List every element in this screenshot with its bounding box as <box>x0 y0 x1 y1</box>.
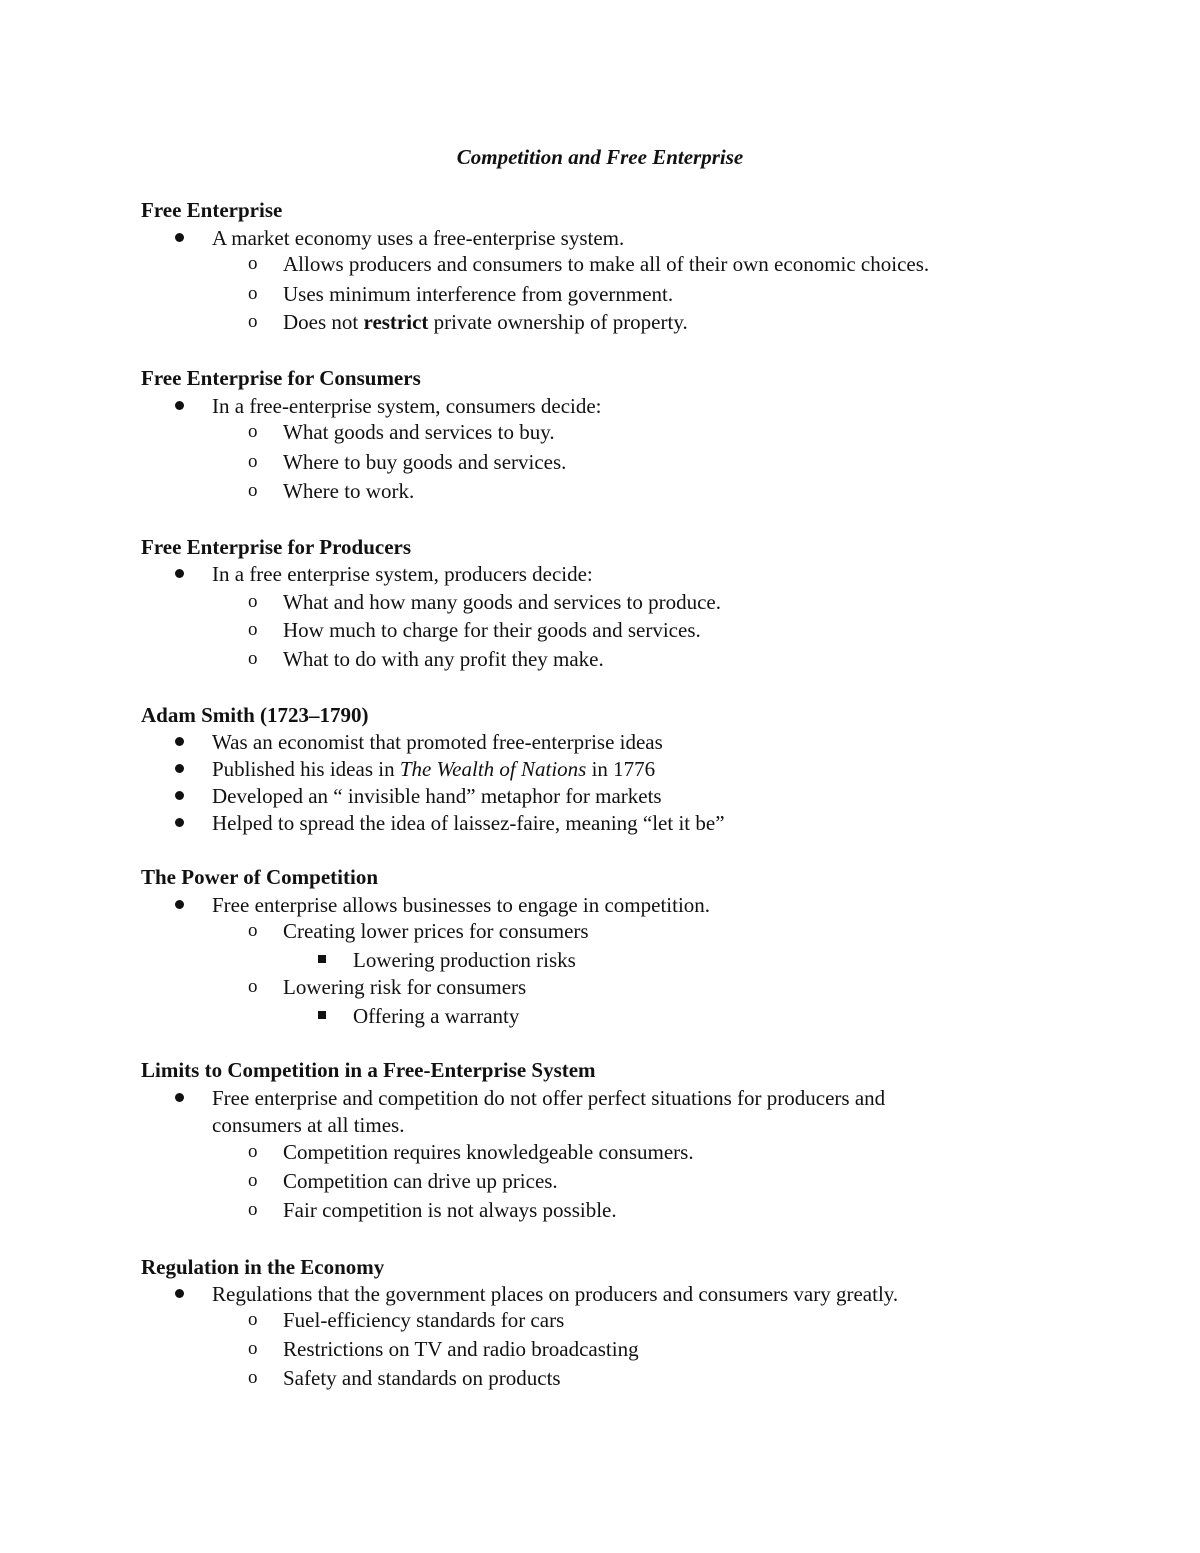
sub-bullet-icon: o <box>248 451 258 472</box>
sub-bullet-item: Allows producers and consumers to make all of their own economic choices. <box>283 252 930 276</box>
sub-bullet-icon: o <box>248 591 258 612</box>
sub-bullet-item: Fair competition is not always possible. <box>283 1198 617 1222</box>
document-title: Competition and Free Enterprise <box>456 145 744 169</box>
bullet-item: Regulations that the government places on producers and consumers vary greatly. <box>212 1282 899 1306</box>
sub-bullet-item: What goods and services to buy. <box>283 420 555 444</box>
sub-bullet-icon: o <box>248 283 258 304</box>
sub-bullet-item: Safety and standards on products <box>283 1366 561 1390</box>
bullet-icon <box>175 1093 184 1102</box>
section-heading-free-enterprise: Free Enterprise <box>141 198 283 222</box>
sub-bullet-item: Restrictions on TV and radio broadcasting <box>283 1337 639 1361</box>
bullet-icon <box>175 791 184 800</box>
sub-bullet-icon: o <box>248 311 258 332</box>
sub-bullet-item: Where to work. <box>283 479 415 503</box>
section-heading-power-of-competition: The Power of Competition <box>141 865 378 889</box>
bullet-icon <box>175 233 184 242</box>
sub-bullet-item: What to do with any profit they make. <box>283 647 604 671</box>
sub-sub-bullet-item: Offering a warranty <box>353 1004 520 1028</box>
book-title: The Wealth of Nations <box>399 757 587 781</box>
bullet-icon <box>175 569 184 578</box>
sub-bullet-icon: o <box>248 1199 258 1220</box>
sub-bullet-icon: o <box>248 1338 258 1359</box>
sub-bullet-icon: o <box>248 1367 258 1388</box>
sub-bullet-icon: o <box>248 648 258 669</box>
section-heading-regulation: Regulation in the Economy <box>141 1255 385 1279</box>
bullet-item: A market economy uses a free-enterprise system. <box>212 226 625 250</box>
square-bullet-icon <box>318 1011 326 1019</box>
bullet-icon <box>175 764 184 773</box>
sub-bullet-item: What and how many goods and services to produce. <box>283 590 721 614</box>
sub-bullet-icon: o <box>248 253 258 274</box>
sub-bullet-icon: o <box>248 1309 258 1330</box>
bullet-item <box>212 755 655 783</box>
bullet-item: Free enterprise allows businesses to engage in competition. <box>212 893 711 917</box>
sub-bullet-item: Uses minimum interference from government. <box>283 282 674 306</box>
bullet-icon <box>175 401 184 410</box>
bold-text: restrict <box>363 310 429 334</box>
bullet-item: In a free enterprise system, producers decide: <box>212 562 593 586</box>
bullet-icon <box>175 737 184 746</box>
bullet-icon <box>175 818 184 827</box>
section-heading-producers: Free Enterprise for Producers <box>141 535 412 559</box>
section-heading-consumers: Free Enterprise for Consumers <box>141 366 421 390</box>
text-run: Published his ideas in <box>212 757 400 781</box>
text-run: in 1776 <box>586 757 656 781</box>
bullet-item: Was an economist that promoted free-enterprise ideas <box>212 730 663 754</box>
text-run: private ownership of property. <box>428 310 688 334</box>
bullet-item: Helped to spread the idea of laissez-faire, meaning “let it be” <box>212 811 725 835</box>
sub-bullet-item: Where to buy goods and services. <box>283 450 567 474</box>
bullet-item: Developed an “ invisible hand” metaphor for markets <box>212 784 662 808</box>
sub-bullet-icon: o <box>248 421 258 442</box>
sub-bullet-item: Competition requires knowledgeable consumers. <box>283 1140 694 1164</box>
bullet-item-continued: consumers at all times. <box>212 1113 405 1137</box>
sub-bullet-item: Creating lower prices for consumers <box>283 919 589 943</box>
sub-bullet-item: Lowering risk for consumers <box>283 975 527 999</box>
sub-bullet-icon: o <box>248 480 258 501</box>
sub-bullet-item: Competition can drive up prices. <box>283 1169 558 1193</box>
section-heading-limits: Limits to Competition in a Free-Enterprise System <box>141 1058 596 1082</box>
bullet-item: Free enterprise and competition do not offer perfect situations for producers and <box>212 1086 886 1110</box>
sub-bullet-icon: o <box>248 976 258 997</box>
sub-bullet-icon: o <box>248 619 258 640</box>
text-run: Does not <box>283 310 364 334</box>
sub-bullet-item: Fuel-efficiency standards for cars <box>283 1308 565 1332</box>
bullet-icon <box>175 1289 184 1298</box>
sub-sub-bullet-item: Lowering production risks <box>353 948 576 972</box>
sub-bullet-item: How much to charge for their goods and services. <box>283 618 701 642</box>
sub-bullet-icon: o <box>248 1141 258 1162</box>
sub-bullet-icon: o <box>248 1170 258 1191</box>
section-heading-adam-smith: Adam Smith (1723–1790) <box>141 703 369 727</box>
bullet-item: In a free-enterprise system, consumers decide: <box>212 394 602 418</box>
sub-bullet-item <box>283 308 688 336</box>
sub-bullet-icon: o <box>248 920 258 941</box>
square-bullet-icon <box>318 955 326 963</box>
bullet-icon <box>175 900 184 909</box>
